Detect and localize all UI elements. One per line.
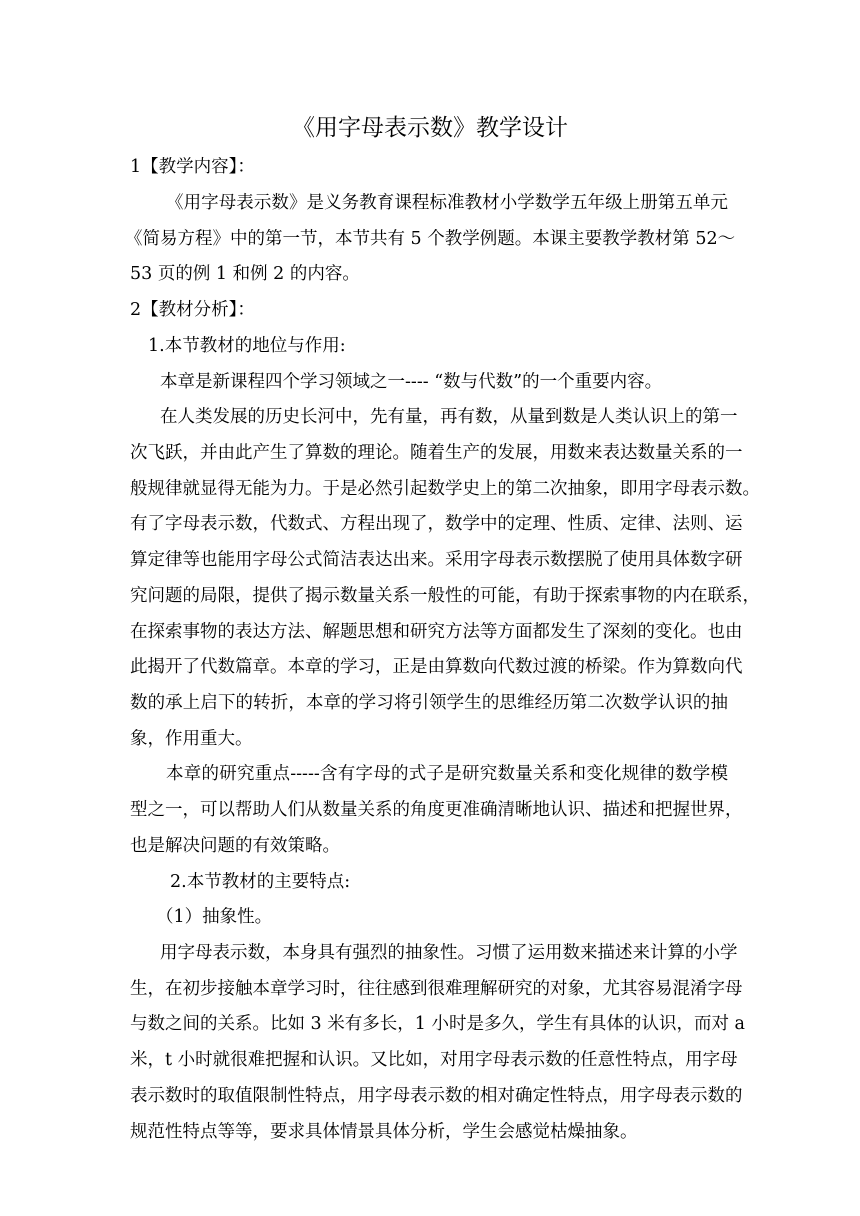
text-line: 与数之间的关系。比如 3 米有多长，1 小时是多久，学生有具体的认识，而对 a bbox=[130, 1014, 745, 1034]
text-line: 《简易方程》中的第一节，本节共有 5 个教学例题。本课主要教学教材第 52～ bbox=[125, 229, 736, 249]
text-line: 本章的研究重点-----含有字母的式子是研究数量关系和变化规律的数学模 bbox=[166, 764, 728, 784]
text-line: 次飞跃，并由此产生了算数的理论。随着生产的发展，用数来表达数量关系的一 bbox=[130, 443, 743, 463]
text-line: 数的承上启下的转折，本章的学习将引领学生的思维经历第二次数学认识的抽 bbox=[130, 693, 728, 713]
text-line: 般规律就显得无能为力。于是必然引起数学史上的第二次抽象，即用字母表示数。 bbox=[130, 479, 760, 499]
section-heading: 1【教学内容】： bbox=[130, 157, 255, 177]
text-line: 此揭开了代数篇章。本章的学习，正是由算数向代数过渡的桥梁。作为算数向代 bbox=[130, 657, 743, 677]
text-line: 规范性特点等等，要求具体情景具体分析，学生会感觉枯燥抽象。 bbox=[130, 1122, 638, 1142]
text-line: 用字母表示数，本身具有强烈的抽象性。习惯了运用数来描述来计算的小学 bbox=[160, 943, 738, 963]
text-line: 究问题的局限，提供了揭示数量关系一般性的可能，有助于探索事物的内在联系， bbox=[130, 586, 760, 606]
text-line: 53 页的例 1 和例 2 的内容。 bbox=[130, 264, 360, 284]
text-line: 在探索事物的表达方法、解题思想和研究方法等方面都发生了深刻的变化。也由 bbox=[130, 622, 743, 642]
text-line: 生，在初步接触本章学习时，往往感到很难理解研究的对象，尤其容易混淆字母 bbox=[130, 979, 743, 999]
text-line: 有了字母表示数，代数式、方程出现了，数学中的定理、性质、定律、法则、运 bbox=[130, 514, 743, 534]
text-line: 型之一，可以帮助人们从数量关系的角度更准确清晰地认识、描述和把握世界， bbox=[130, 800, 743, 820]
text-line: 《用字母表示数》是义务教育课程标准教材小学数学五年级上册第五单元 bbox=[166, 193, 728, 213]
document-title: 《用字母表示数》教学设计 bbox=[292, 115, 568, 141]
text-line: 本章是新课程四个学习领域之一---- “数与代数”的一个重要内容。 bbox=[160, 372, 663, 392]
subheading: 2.本节教材的主要特点: bbox=[170, 872, 351, 892]
text-line: 在人类发展的历史长河中，先有量，再有数，从量到数是人类认识上的第一 bbox=[160, 407, 738, 427]
subheading: （1）抽象性。 bbox=[156, 907, 273, 927]
text-line: 象，作用重大。 bbox=[130, 729, 253, 749]
text-line: 也是解决问题的有效策略。 bbox=[130, 836, 340, 856]
subheading: 1.本节教材的地位与作用: bbox=[148, 336, 346, 356]
section-heading: 2【教材分析】： bbox=[130, 300, 255, 320]
text-line: 米，t 小时就很难把握和认识。又比如，对用字母表示数的任意性特点，用字母 bbox=[130, 1050, 738, 1070]
text-line: 表示数时的取值限制性特点，用字母表示数的相对确定性特点，用字母表示数的 bbox=[130, 1086, 743, 1106]
text-line: 算定律等也能用字母公式简洁表达出来。采用字母表示数摆脱了使用具体数字研 bbox=[130, 550, 743, 570]
